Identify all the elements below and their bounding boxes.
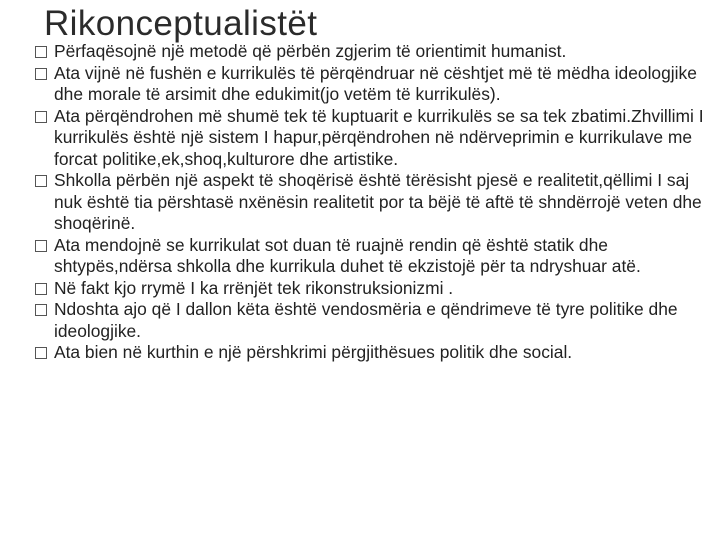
bullet-item	[34, 235, 704, 278]
bullet-item	[34, 106, 704, 171]
bullet-item	[34, 63, 704, 106]
bullet-item	[34, 278, 704, 300]
bullet-text: Shkolla përbën një aspekt të shoqërisë është tërësisht pjesë e realitetit,qëllimi I saj nuk është tia përshtasë nxënësin realitetit por ta bëjë të aftë të shndërrojë veten dhe shoqërinë.	[54, 170, 702, 233]
bullet-item	[34, 342, 704, 364]
bullet-text: Ata përqëndrohen më shumë tek të kuptuarit e kurrikulës se sa tek zbatimi.Zhvillimi I kurrikulës është një sistem I hapur,përqëndrohen në ndërveprimin e kurrikulave me forcat politike,ek,shoq,kulturore dhe artistike.	[54, 105, 704, 169]
bullet-text: Ndoshta ajo që I dallon këta është vendosmëria e qëndrimeve të tyre politike dhe ideologjike.	[54, 299, 678, 341]
bullet-text: Ata bien në kurthin e një përshkrimi përgjithësues politik dhe social.	[54, 342, 573, 362]
square-bullet-icon	[35, 283, 47, 295]
square-bullet-icon	[35, 347, 47, 359]
bullet-text: Në fakt kjo rrymë I ka rrënjët tek rikonstruksionizmi .	[54, 277, 454, 298]
bullet-list	[34, 41, 704, 364]
bullet-item	[34, 299, 704, 342]
square-bullet-icon	[35, 240, 47, 252]
bullet-text: Ata vijnë në fushën e kurrikulës të përqëndruar në cështjet më të mëdha ideologjike dhe morale të arsimit dhe edukimit(jo vetëm të kurrikulës).	[54, 62, 697, 104]
square-bullet-icon	[35, 175, 47, 187]
slide-title: Rikonceptualistët	[44, 4, 318, 43]
square-bullet-icon	[35, 111, 47, 123]
square-bullet-icon	[35, 304, 47, 316]
bullet-item	[34, 170, 704, 235]
bullet-text: Përfaqësojnë një metodë që përbën zgjerim të orientimit humanist.	[54, 41, 567, 61]
square-bullet-icon	[35, 46, 47, 58]
bullet-text: Ata mendojnë se kurrikulat sot duan të ruajnë rendin që është statik dhe shtypës,ndërsa shkolla dhe kurrikula duhet të ekzistojë për ta ndryshuar atë.	[54, 234, 641, 276]
bullet-item	[34, 41, 704, 63]
square-bullet-icon	[35, 68, 47, 80]
